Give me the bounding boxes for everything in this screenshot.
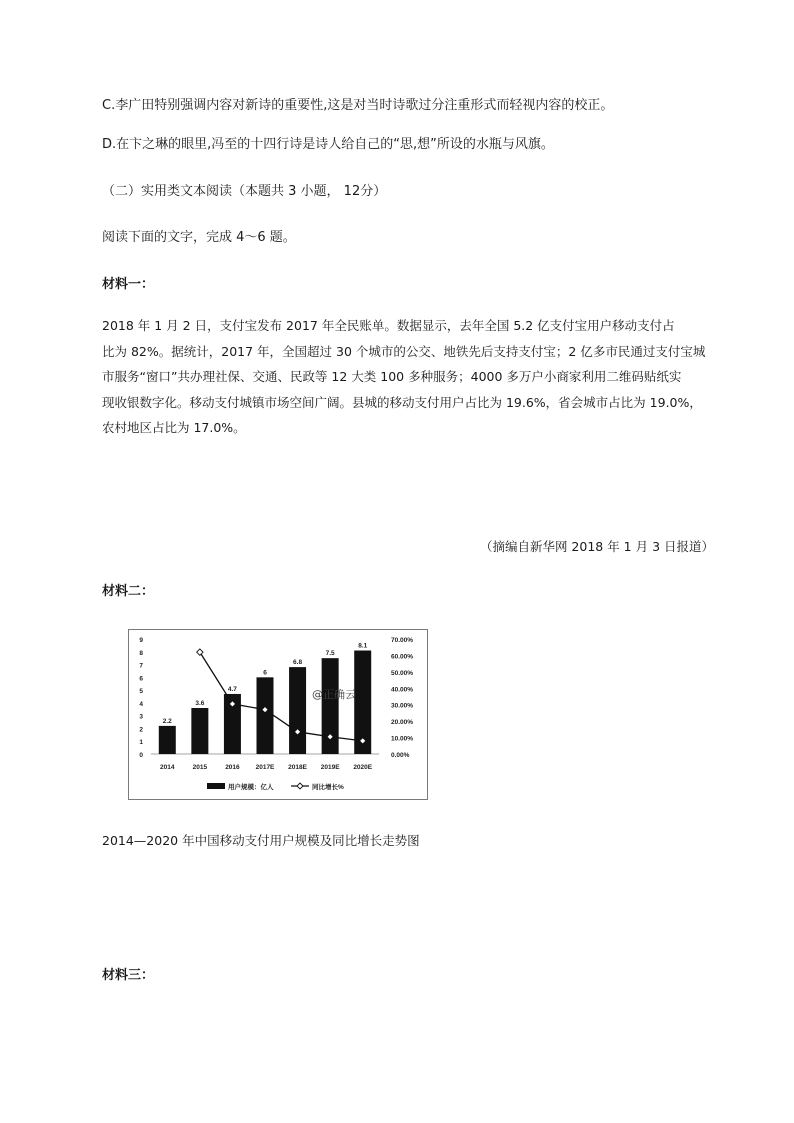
y-left-tick-label: 4 (139, 700, 143, 708)
y-left-tick-label: 2 (139, 726, 143, 734)
y-left-tick-label: 8 (139, 649, 143, 657)
x-tick-label: 2014 (160, 764, 175, 771)
payment-users-chart (128, 629, 428, 800)
material-1-source: （摘编自新华网 2018 年 1 月 3 日报道） (479, 539, 714, 554)
bar-value-label: 3.6 (195, 700, 205, 707)
material-1-line: 现收银数字化。移动支付城镇市场空间广阔。县城的移动支付用户占比为 19.6%，省会城市占比为 19.0%， (102, 394, 702, 410)
watermark: @正确云 (312, 688, 356, 701)
chart-caption: 2014—2020 年中国移动支付用户规模及同比增长走势图 (102, 833, 420, 848)
material-1-heading: 材料一： (102, 277, 155, 292)
y-right-tick-label: 10.00% (391, 735, 414, 743)
bar-value-label: 2.2 (162, 717, 172, 725)
bar (289, 667, 306, 754)
option-c: C.李广田特别强调内容对新诗的重要性,这是对当时诗歌过分注重形式而轻视内容的校正。 (102, 98, 614, 113)
x-tick-label: 2016 (225, 764, 240, 771)
y-right-tick-label: 30.00% (391, 702, 414, 710)
bar-value-label: 8.1 (358, 642, 368, 650)
legend-line-label: 同比增长% (312, 784, 344, 791)
material-1-line: 2018 年 1 月 2 日，支付宝发布 2017 年全民账单。数据显示，去年全国 5.2 亿支付宝用户移动支付占 (102, 318, 675, 333)
chart-svg (129, 630, 429, 801)
y-left-tick-label: 9 (139, 637, 143, 644)
material-2-heading: 材料二： (102, 584, 155, 599)
y-right-tick-label: 0.00% (391, 752, 410, 759)
bar (257, 677, 274, 754)
x-tick-label: 2020E (353, 764, 373, 771)
y-left-tick-label: 5 (139, 688, 143, 696)
material-1-text (102, 313, 728, 441)
y-left-tick-label: 0 (139, 752, 143, 759)
growth-marker (197, 649, 203, 655)
bar-value-label: 6.8 (293, 659, 303, 667)
x-tick-label: 2019E (320, 764, 340, 771)
x-tick-label: 2015 (192, 764, 208, 771)
x-tick-label: 2017E (255, 764, 275, 771)
legend-bar-swatch (207, 783, 225, 789)
bar-value-label: 4.7 (227, 685, 237, 693)
instruction: 阅读下面的文字，完成 4～6 题。 (102, 230, 296, 245)
bar (191, 708, 208, 754)
material-1-line: 市服务“窗口”共办理社保、交通、民政等 12 大类 100 多种服务；4000 多万户小商家利用二维码贴纸实 (102, 369, 682, 384)
bar (159, 726, 176, 754)
y-left-tick-label: 6 (139, 675, 143, 683)
y-left-tick-label: 1 (139, 739, 143, 747)
bar-value-label: 6 (263, 669, 267, 677)
y-right-tick-label: 50.00% (391, 669, 414, 677)
y-left-tick-label: 3 (139, 713, 143, 721)
material-3-heading: 材料三： (102, 968, 155, 983)
section-heading: （二）实用类文本阅读（本题共 3 小题， 12分） (102, 184, 387, 199)
y-right-tick-label: 20.00% (391, 719, 414, 727)
bar-value-label: 7.5 (325, 650, 335, 658)
option-d: D.在卞之琳的眼里,冯至的十四行诗是诗人给自己的“思,想”所设的水瓶与风旗。 (102, 137, 554, 152)
legend-bar-label: 用户规模：亿人 (228, 784, 274, 791)
legend-line-marker (297, 783, 303, 789)
y-right-tick-label: 60.00% (391, 653, 414, 661)
y-right-tick-label: 70.00% (391, 637, 414, 644)
y-left-tick-label: 7 (139, 662, 143, 670)
material-1-line: 农村地区占比为 17.0%。 (102, 420, 246, 435)
x-tick-label: 2018E (288, 764, 307, 771)
y-right-tick-label: 40.00% (391, 686, 414, 694)
material-1-line: 比为 82%。据统计，2017 年，全国超过 30 个城市的公交、地铁先后支持支付宝；2 亿多市民通过支付宝城 (102, 343, 706, 359)
